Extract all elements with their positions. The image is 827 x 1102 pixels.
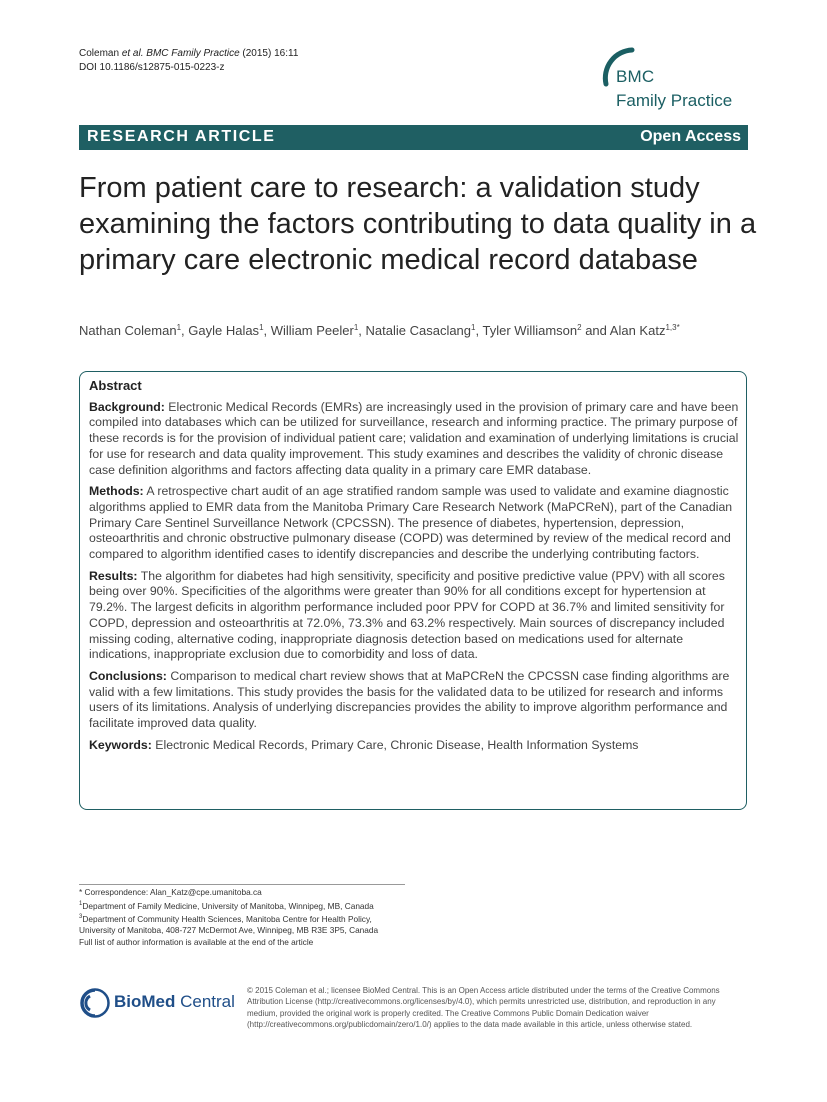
author-name[interactable]: Natalie Casaclang bbox=[365, 323, 472, 338]
methods-text: A retrospective chart audit of an age stratified random sample was used to validate and examine diagnostic algorithms applied to EMR data from the Manitoba Primary Care Research Network (MaPCReN), part of the Canadian Primary Care Sentinel Surveillance Network (CPCSSN). The presence of diabetes, hypertension, depression, osteoarthritis and chronic obstructive pulmonary disease (COPD) was determined by review of the medical record and compared to algorithm identified cases to identify discrepancies and describe the underlying contributing factors. bbox=[89, 484, 733, 562]
abstract-methods bbox=[89, 484, 741, 563]
citation-header bbox=[79, 47, 298, 75]
article-type-label: RESEARCH ARTICLE bbox=[87, 128, 276, 145]
open-access-label: Open Access bbox=[640, 128, 741, 145]
footnotes bbox=[79, 887, 409, 948]
affiliation-number: 1 bbox=[79, 900, 83, 907]
abstract-heading: Abstract bbox=[89, 378, 142, 393]
journal-brand: BMC bbox=[616, 67, 655, 86]
author-name[interactable]: Gayle Halas bbox=[188, 323, 260, 338]
abstract-keywords bbox=[89, 738, 741, 754]
author-name[interactable]: William Peeler bbox=[270, 323, 354, 338]
article-title: From patient care to research: a validation study examining the factors contributing to data quality in a primary care electronic medical record database bbox=[79, 172, 757, 276]
author-affiliation: 2 bbox=[577, 323, 582, 332]
affiliation-3 bbox=[79, 912, 409, 937]
journal-name: Family Practice bbox=[616, 91, 733, 110]
citation-volume: (2015) 16:11 bbox=[239, 48, 299, 59]
keywords-label: Keywords: bbox=[89, 737, 152, 752]
background-text: Electronic Medical Records (EMRs) are increasingly used in the provision of primary care and have been compiled into databases which can be utilized for surveillance, research and informing practice. The primary purpose of these records is for the provision of individual patient care; validation and examination of underlying limitations is crucial for use for research and data quality improvement. This study examines and describes the validity of chronic disease case definition algorithms and factors affecting data quality in a primary care EMR database. bbox=[89, 399, 739, 477]
full-author-info-note: Full list of author information is available at the end of the article bbox=[79, 936, 314, 947]
abstract-background bbox=[89, 400, 741, 479]
results-text: The algorithm for diabetes had high sensitivity, specificity and positive predictive value (PPV) with all scores being over 90%. Specificities of the algorithms were greater than 90% for all conditions except for hypertension at 79.2%. The largest deficits in algorithm performance included poor PPV for COPD at 36.7% and limited sensitivity for COPD, depression and osteoarthritis at 72.0%, 73.3% and 63.2% respectively. Main sources of discrepancy included missing coding, alternative coding, inappropriate diagnosis detection based on medications used for alternate indications, inappropriate exclusion due to comorbidity and loss of data. bbox=[89, 568, 725, 662]
abstract-content bbox=[89, 378, 741, 759]
conclusions-text: Comparison to medical chart review shows that at MaPCReN the CPCSSN case finding algorithms are valid with a few limitations. This study provides the basis for the validated data to be utilized for research and informs users of its limitations. Analysis of underlying discrepancies provides the ability to improve algorithm performance and facilitate improved data quality. bbox=[89, 668, 730, 731]
background-label: Background: bbox=[89, 399, 165, 414]
author-affiliation: 1 bbox=[471, 323, 476, 332]
affiliation-text: Department of Family Medicine, University of Manitoba, Winnipeg, MB, Canada bbox=[82, 900, 374, 911]
license-statement: © 2015 Coleman et al.; licensee BioMed Central. This is an Open Access article distributed under the terms of the Creative Commons Attribution License (http://creativecommons.org/licenses/by/4.0), which permits unrestricted use, distribution, and reproduction in any medium, provided the original work is properly credited. The Creative Commons Public Domain Dedication waiver (http://creativecommons.org/publicdomain/zero/1.0/) applies to the data made available in this article, unless otherwise stated. bbox=[247, 986, 720, 1029]
citation-etal: et al. bbox=[121, 48, 144, 59]
correspondence-note[interactable]: * Correspondence: Alan_Katz@cpe.umanitoba.ca bbox=[79, 887, 262, 897]
journal-logo bbox=[598, 44, 758, 118]
abstract-box bbox=[79, 371, 747, 810]
author-affiliation: 1 bbox=[259, 323, 264, 332]
methods-label: Methods: bbox=[89, 484, 144, 499]
authors-and: and bbox=[585, 323, 607, 338]
author-affiliation: 1 bbox=[176, 323, 182, 332]
abstract-conclusions bbox=[89, 669, 741, 732]
results-label: Results: bbox=[89, 568, 138, 583]
abstract-results bbox=[89, 569, 741, 663]
author-list: Nathan Coleman$^1$, Gayle Halas$^1$, William Peeler$^1$, Natalie Casaclang$^1$, Tyler Williamson$^2$ and Alan Katz$^{1,3*}$ bbox=[79, 323, 680, 338]
publisher-name-regular: Central bbox=[175, 992, 235, 1011]
conclusions-label: Conclusions: bbox=[89, 668, 167, 683]
publisher-name bbox=[114, 992, 235, 1012]
keywords-text: Electronic Medical Records, Primary Care, Chronic Disease, Health Information Systems bbox=[155, 737, 639, 752]
author-affiliation: 1 bbox=[353, 323, 359, 332]
biomed-central-logo bbox=[79, 987, 239, 1019]
biomed-central-icon bbox=[79, 987, 111, 1019]
affiliation-1 bbox=[79, 899, 409, 912]
citation-authors: Coleman bbox=[79, 48, 122, 59]
publisher-name-bold: BioMed bbox=[114, 992, 176, 1011]
author-name[interactable]: Nathan Coleman bbox=[79, 323, 177, 338]
author-name[interactable]: Alan Katz bbox=[609, 323, 666, 338]
citation-journal: BMC Family Practice bbox=[146, 48, 240, 59]
affiliation-text: Department of Community Health Sciences, Manitoba Centre for Health Policy, University of Manitoba, 408-727 McDermot Ave, Winnipeg, MB R3E 3P5, Canada bbox=[79, 913, 379, 936]
footnote-divider bbox=[79, 884, 405, 885]
author-name[interactable]: Tyler Williamson bbox=[482, 323, 578, 338]
article-type-banner bbox=[79, 125, 748, 150]
author-affiliation: 1,3* bbox=[665, 323, 680, 332]
affiliation-number: 3 bbox=[79, 913, 83, 920]
doi-link[interactable]: DOI 10.1186/s12875-015-0223-z bbox=[79, 62, 225, 73]
